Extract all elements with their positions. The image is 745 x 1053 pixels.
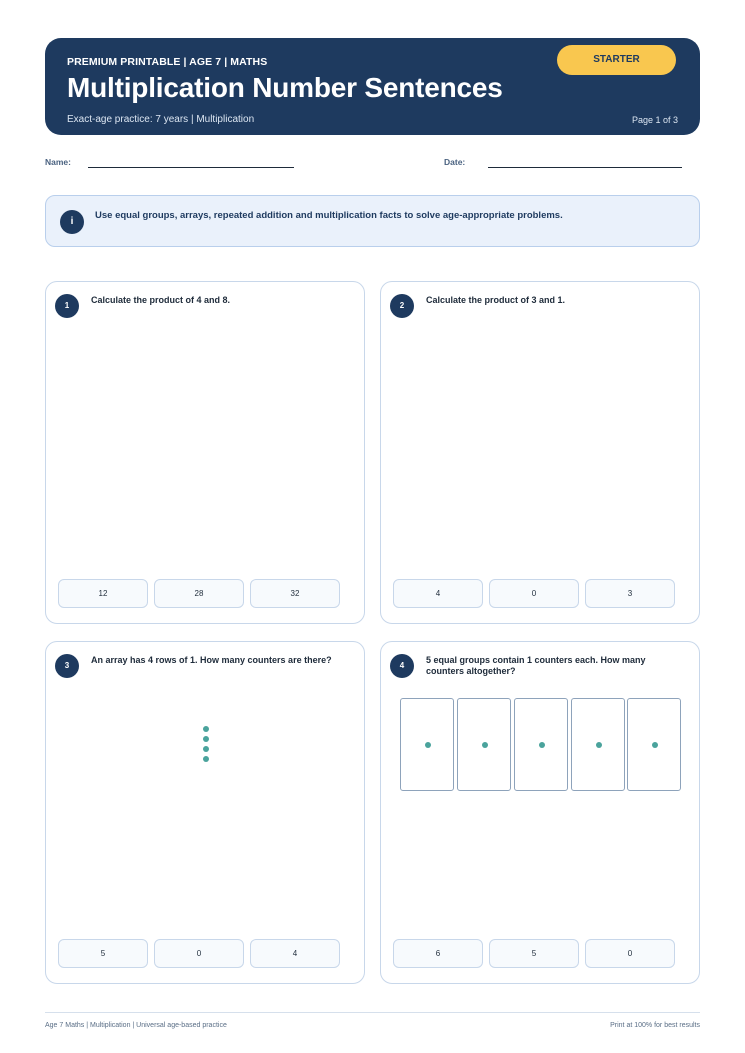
- worksheet-header: [45, 38, 700, 135]
- question-card-2: [380, 281, 700, 624]
- answer-option[interactable]: 0: [585, 939, 675, 968]
- question-card-4: [380, 641, 700, 984]
- answer-option[interactable]: 0: [154, 939, 244, 968]
- footer-divider: [45, 1012, 700, 1013]
- counter-dot: [596, 742, 602, 748]
- question-card-3: [45, 641, 365, 984]
- instructions-box: [45, 195, 700, 247]
- question-text: Calculate the product of 4 and 8.: [91, 295, 231, 305]
- counter-dot: [652, 742, 658, 748]
- counter-dot: [203, 726, 209, 732]
- question-number: 1: [55, 294, 79, 318]
- answer-option[interactable]: 0: [489, 579, 579, 608]
- instructions-text: Use equal groups, arrays, repeated addition and multiplication facts to solve age-appropriate problems.: [95, 210, 563, 221]
- answer-option[interactable]: 4: [250, 939, 340, 968]
- question-text: Calculate the product of 3 and 1.: [426, 295, 566, 305]
- equal-group-box: [400, 698, 454, 791]
- footer-text: Age 7 Maths | Multiplication | Universal age-based practice: [45, 1022, 227, 1029]
- page-title: Multiplication Number Sentences: [67, 72, 503, 103]
- question-card-1: [45, 281, 365, 624]
- footer-print-note: Print at 100% for best results: [610, 1022, 700, 1029]
- date-line[interactable]: [488, 167, 682, 168]
- counter-dot: [203, 736, 209, 742]
- question-number: 3: [55, 654, 79, 678]
- name-line[interactable]: [88, 167, 294, 168]
- equal-group-box: [571, 698, 625, 791]
- answer-option[interactable]: 4: [393, 579, 483, 608]
- header-subtitle: Exact-age practice: 7 years | Multiplication: [67, 114, 255, 125]
- counter-dot: [482, 742, 488, 748]
- equal-group-box: [514, 698, 568, 791]
- answer-option[interactable]: 5: [58, 939, 148, 968]
- answer-option[interactable]: 3: [585, 579, 675, 608]
- question-text: An array has 4 rows of 1. How many counters are there?: [91, 655, 332, 665]
- counter-dot: [539, 742, 545, 748]
- answer-option[interactable]: 32: [250, 579, 340, 608]
- answer-option[interactable]: 12: [58, 579, 148, 608]
- counter-dot: [203, 756, 209, 762]
- info-icon: i: [60, 210, 84, 234]
- page-indicator: Page 1 of 3: [631, 115, 678, 125]
- level-badge: STARTER: [557, 45, 676, 75]
- answer-option[interactable]: 6: [393, 939, 483, 968]
- date-label: Date:: [444, 157, 466, 167]
- equal-group-box: [627, 698, 681, 791]
- header-kicker: PREMIUM PRINTABLE | AGE 7 | MATHS: [67, 56, 268, 68]
- question-text: 5 equal groups contain 1 counters each. How many counters altogether?: [426, 655, 646, 676]
- counter-dot: [203, 746, 209, 752]
- name-label: Name:: [45, 157, 71, 167]
- answer-option[interactable]: 5: [489, 939, 579, 968]
- question-number: 2: [390, 294, 414, 318]
- answer-option[interactable]: 28: [154, 579, 244, 608]
- equal-group-box: [457, 698, 511, 791]
- counter-dot: [425, 742, 431, 748]
- question-number: 4: [390, 654, 414, 678]
